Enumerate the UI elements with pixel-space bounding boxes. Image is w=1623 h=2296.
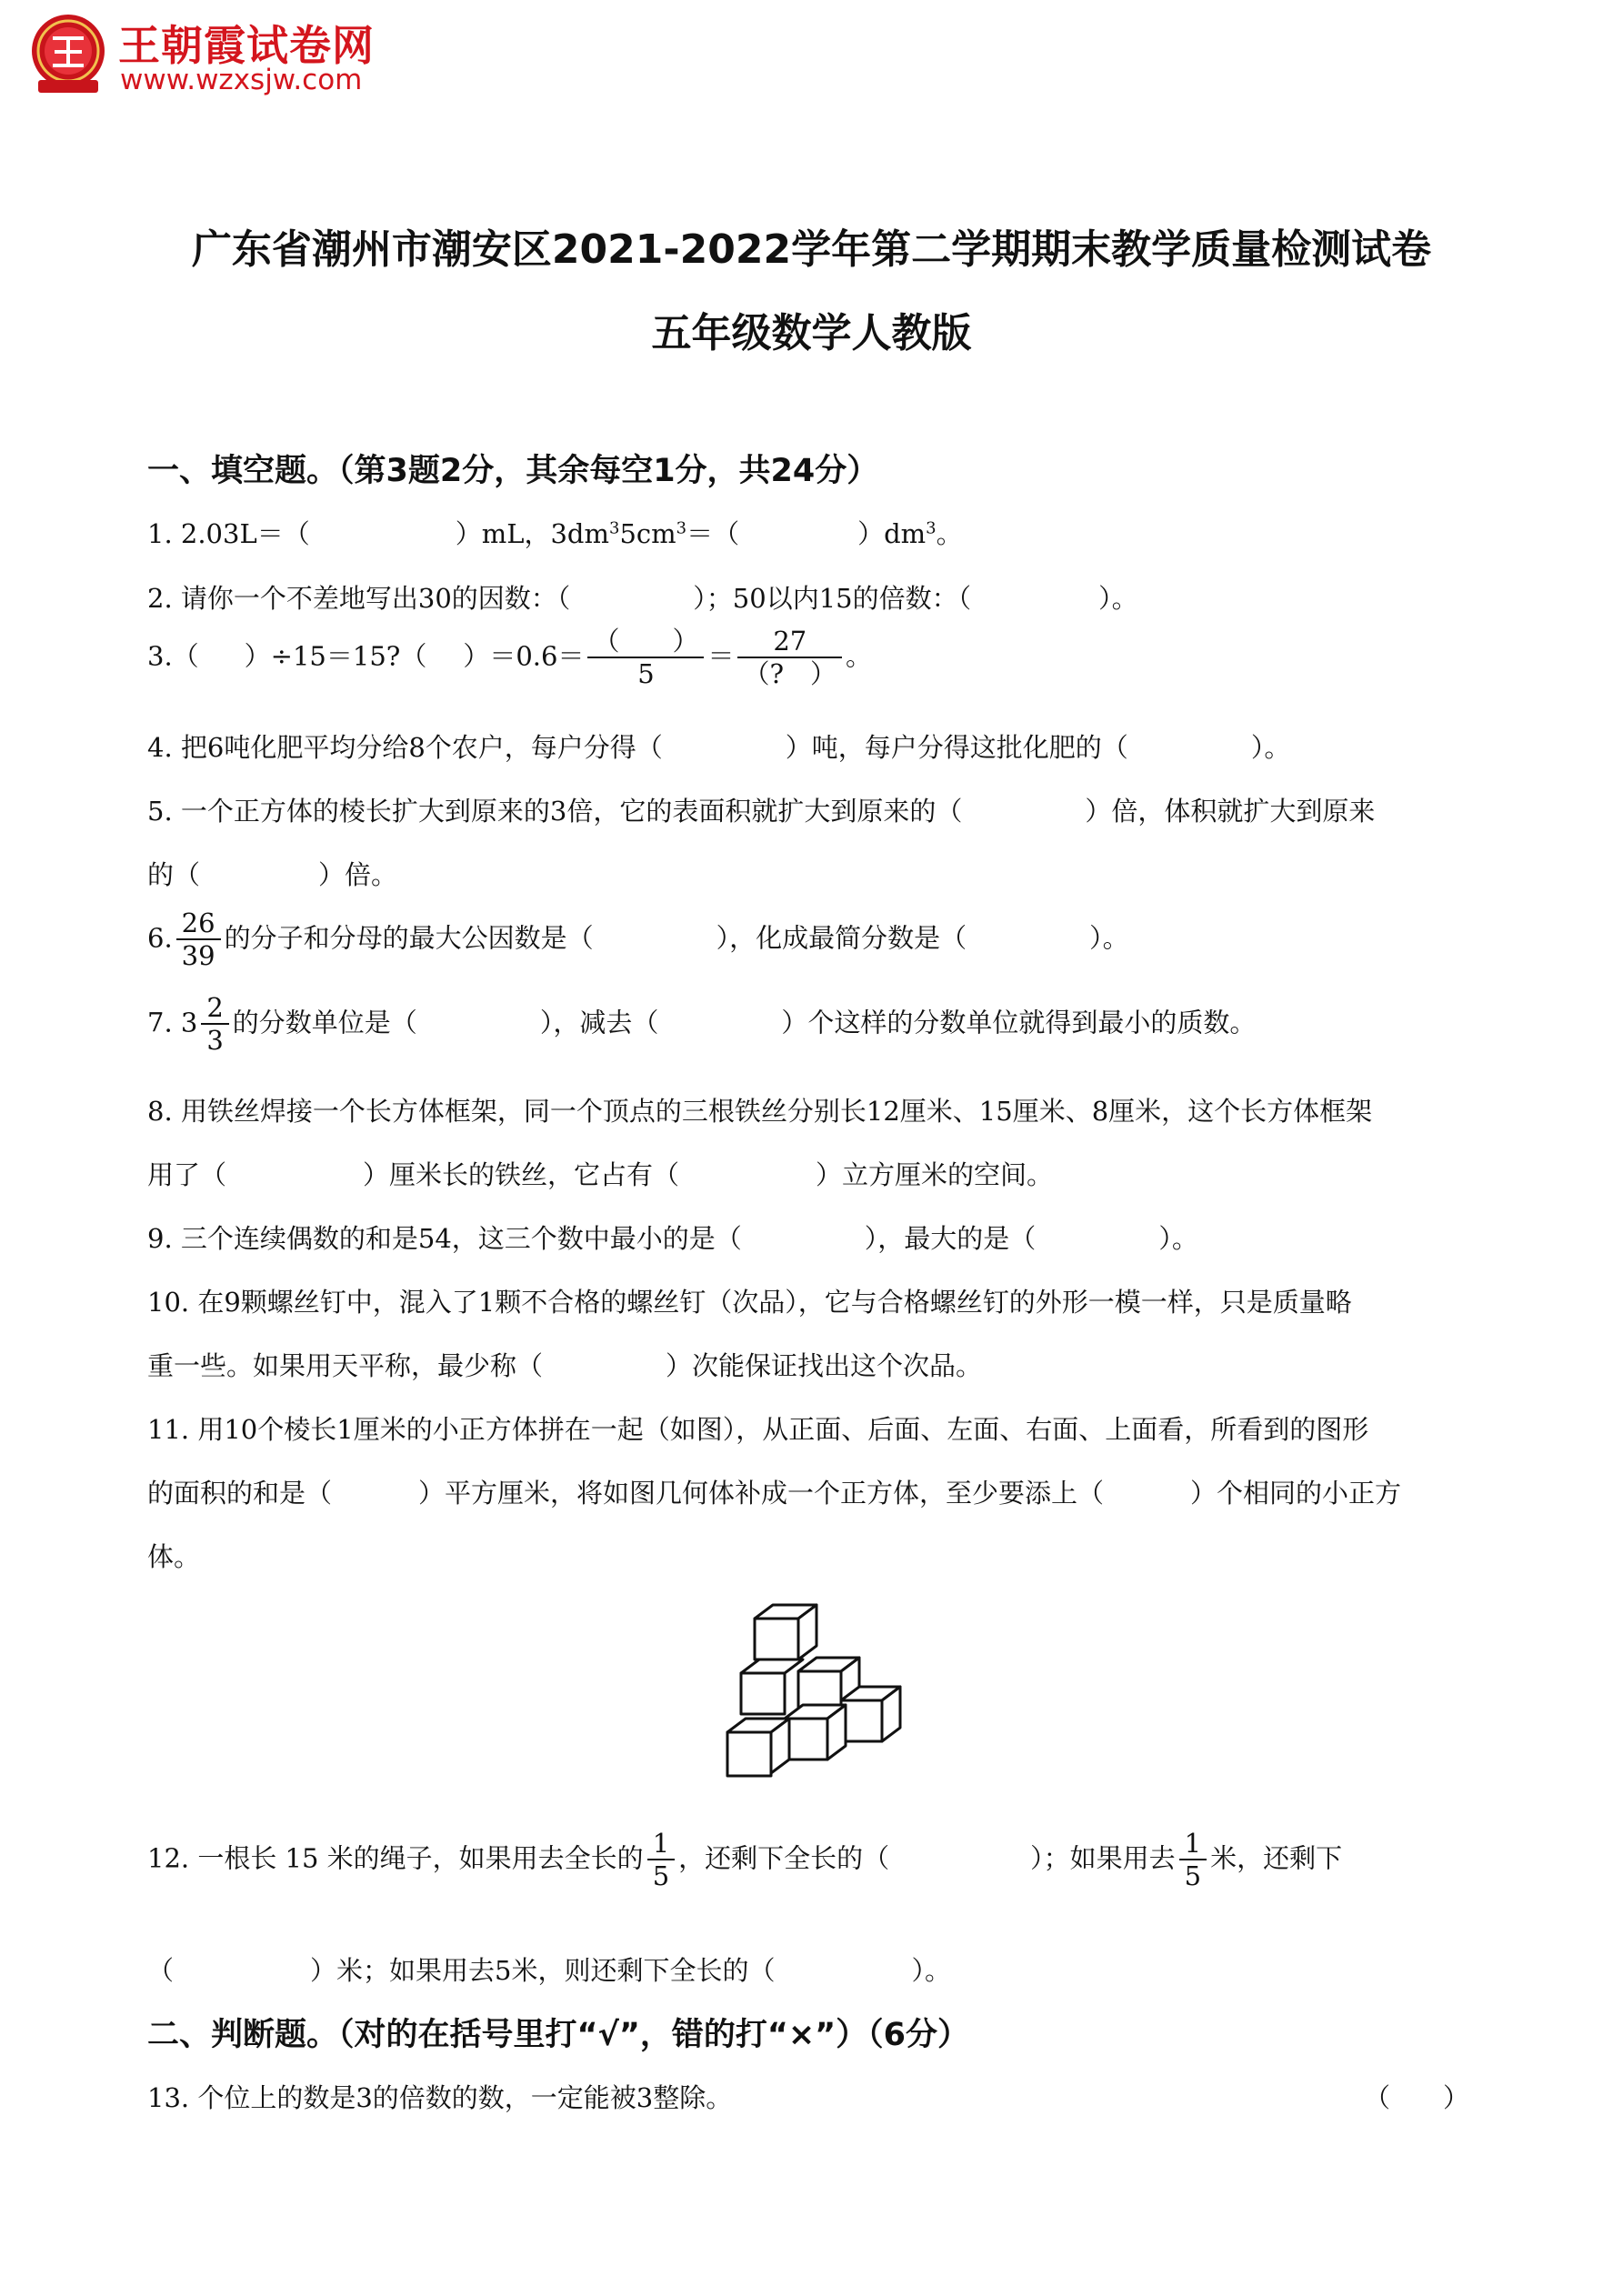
question-5-cont [147,855,397,892]
question-3 [147,627,872,688]
question-12 [147,1830,1342,1890]
q7-fraction-denominator: 3 [206,1025,224,1057]
q8-text-c: ）厘米长的铁丝，它占有（ [363,1159,680,1190]
q1-sup-3: 3 [926,518,937,538]
q11-text-b: 的面积的和是（ [147,1478,333,1509]
q1-text-d: 5cm [619,518,676,549]
q12-fraction-1-numerator: 1 [647,1830,675,1860]
q9-text-a: 9. 三个连续偶数的和是54，这三个数中最小的是（ [147,1223,742,1254]
q12-text-f: ）米；如果用去5米，则还剩下全长的（ [310,1955,776,1986]
q3-fraction-2-numerator: 27 [737,627,842,658]
question-11 [147,1409,1368,1447]
q7-fraction-numerator: 2 [201,994,228,1025]
document-subtitle: 五年级数学人教版 [651,310,972,356]
q7-text-b: 的分数单位是（ [232,1007,417,1038]
q3-fraction-2-denominator: （? ） [743,658,837,690]
q12-fraction-1-denominator: 5 [652,1860,670,1892]
q2-text-c: ）。 [1098,583,1138,614]
q1-text-i: 。 [936,518,963,549]
q12-text-c: ）；如果用去 [1030,1842,1176,1874]
logo-badge-icon [25,11,111,96]
q3-text-a: 3.（ [147,640,199,672]
logo-url[interactable]: www.wzxsjw.com [120,64,363,96]
q3-fraction-1 [587,627,704,688]
q3-fraction-1-denominator: 5 [637,658,655,690]
q1-text-f: ＝（ [686,518,740,549]
q2-text-a: 2. 请你一个不差地写出30的因数：（ [147,583,571,614]
q3-text-c: ）＝0.6＝ [463,640,585,672]
q1-text-g: ）dm [857,518,927,549]
q12-fraction-2 [1179,1830,1207,1890]
logo-name[interactable]: 王朝霞试卷网 [118,21,375,70]
q6-fraction [176,909,221,970]
q10-text-a: 10. 在9颗螺丝钉中，混入了1颗不合格的螺丝钉（次品），它与合格螺丝钉的外形一模一样，只是质量略 [147,1287,1352,1318]
question-9 [147,1218,1198,1256]
q7-fraction [201,994,228,1055]
q12-text-g: ）。 [911,1955,951,1986]
q9-text-b: ），最大的是（ [864,1223,1037,1254]
question-10-cont [147,1346,982,1383]
q12-text-d: 米，还剩下 [1210,1842,1343,1874]
q13-text-b: （ ） [1364,2082,1470,2113]
question-12-cont [147,1950,951,1988]
question-13 [147,2078,732,2115]
q11-text-e: 体。 [147,1541,201,1572]
cube-stack-figure [723,1600,914,1791]
q13-text-a: 13. 个位上的数是3的倍数的数，一定能被3整除。 [147,2082,733,2113]
question-8 [147,1091,1372,1128]
q5-text-d: ）倍。 [318,859,398,890]
q3-fraction-2 [737,627,842,688]
q13-answer-bracket[interactable] [1364,2078,1469,2115]
q12-text-e: （ [147,1955,175,1986]
q1-text-b: ）mL，3dm [455,518,609,549]
question-2 [147,578,1138,616]
q5-text-b: ）倍，体积就扩大到原来 [1085,796,1376,827]
q2-text-b: ）；50以内15的倍数：（ [693,583,972,614]
section-heading-fill-blank: 一、填空题。（第3题2分，其余每空1分，共24分） [147,453,879,489]
question-11-cont [147,1473,1401,1510]
q1-sup-2: 3 [676,518,687,538]
q12-fraction-2-numerator: 1 [1179,1830,1207,1860]
q1-sup-1: 3 [609,518,620,538]
question-6 [147,909,1129,970]
q7-text-c: ），减去（ [539,1007,659,1038]
q6-fraction-numerator: 26 [176,909,221,940]
q11-text-d: ）个相同的小正方 [1190,1478,1402,1509]
q9-text-c: ）。 [1158,1223,1198,1254]
question-5 [147,791,1375,828]
q4-text-a: 4. 把6吨化肥平均分给8个农户，每户分得（ [147,732,663,763]
q8-text-b: 用了（ [147,1159,227,1190]
section-heading-true-false: 二、判断题。（对的在括号里打“√”，错的打“×”）（6分） [147,2017,970,2053]
q12-fraction-2-denominator: 5 [1184,1860,1202,1892]
question-7 [147,994,1256,1055]
document-title: 广东省潮州市潮安区2021-2022学年第二学期期末教学质量检测试卷 [191,226,1432,273]
q3-text-b: ）÷15＝15?（ [244,640,427,672]
q10-text-b: 重一些。如果用天平称，最少称（ [147,1350,544,1381]
question-1 [147,514,963,551]
q6-text-a: 6. [147,922,173,954]
q12-fraction-1 [647,1830,675,1890]
q7-text-d: ）个这样的分数单位就得到最小的质数。 [781,1007,1257,1038]
q3-equals: ＝ [707,640,735,672]
q5-text-c: 的（ [147,859,201,890]
q12-text-b: ，还剩下全长的（ [678,1842,890,1874]
q3-fraction-1-numerator: （ ） [587,627,704,658]
q7-text-a: 7. 3 [147,1007,198,1038]
q10-text-c: ）次能保证找出这个次品。 [666,1350,983,1381]
q8-text-a: 8. 用铁丝焊接一个长方体框架，同一个顶点的三根铁丝分别长12厘米、15厘米、8厘米，这个长方体框架 [147,1096,1373,1127]
question-10 [147,1282,1352,1319]
question-11-end [147,1537,200,1574]
q4-text-c: ）。 [1250,732,1291,763]
q8-text-d: ）立方厘米的空间。 [816,1159,1054,1190]
q6-text-b: 的分子和分母的最大公因数是（ [224,922,594,954]
q4-text-b: ）吨，每户分得这批化肥的（ [785,732,1128,763]
q6-text-d: ）。 [1089,922,1129,954]
q1-text-a: 1. 2.03L＝（ [147,518,310,549]
q11-text-a: 11. 用10个棱长1厘米的小正方体拼在一起（如图），从正面、后面、左面、右面、上面看，所看到的图形 [147,1414,1369,1445]
q5-text-a: 5. 一个正方体的棱长扩大到原来的3倍，它的表面积就扩大到原来的（ [147,796,963,827]
q12-text-a: 12. 一根长 15 米的绳子，如果用去全长的 [147,1842,644,1874]
q6-text-c: ），化成最简分数是（ [716,922,967,954]
q6-fraction-denominator: 39 [181,940,215,972]
q3-end: 。 [846,640,873,672]
question-8-cont [147,1155,1053,1192]
q11-text-c: ）平方厘米，将如图几何体补成一个正方体，至少要添上（ [418,1478,1105,1509]
question-4 [147,727,1290,765]
